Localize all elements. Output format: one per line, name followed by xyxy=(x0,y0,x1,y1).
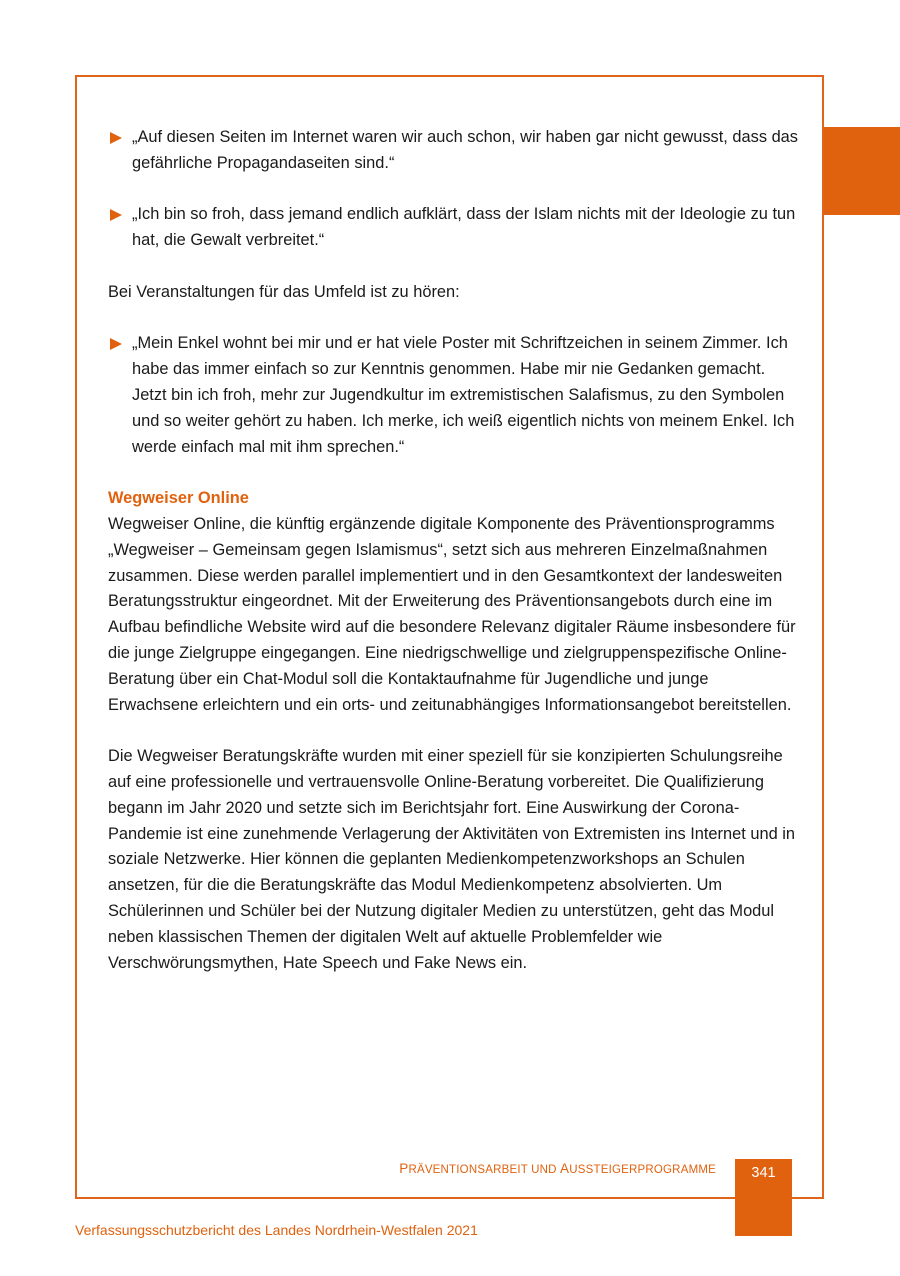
triangle-bullet-icon xyxy=(110,132,122,144)
triangle-bullet-icon xyxy=(110,338,122,350)
body-paragraph: Wegweiser Online, die künftig ergänzende digitale Komponente des Präventionsprogramms „Wegweiser – Gemeinsam gegen Islamismus“, setzt sich aus mehreren Einzelmaßnahmen zusammen. Diese werden parallel implementiert und in den Gesamtkontext der landesweiten Beratungsstruktur eingeordnet. Mit der Erweiterung des Präventionsangebots durch eine im Aufbau befindliche Website wird auf die besondere Relevanz digitaler Räume insbesondere für die junge Zielgruppe eingegangen. Eine niedrigschwellige und zielgruppenspezifische Online-Beratung über ein Chat-Modul soll die Kontaktaufnahme für Jugendliche und junge Erwachsene erleichtern und ein orts- und zeitunabhängiges Informationsangebot bereitstellen. xyxy=(108,514,796,714)
chapter-tab xyxy=(824,127,900,215)
page-number-box xyxy=(735,1159,792,1236)
quote-text: „Mein Enkel wohnt bei mir und er hat viele Poster mit Schriftzeichen in seinem Zimmer. Ich habe das immer einfach so zur Kenntnis genommen. Habe mir nie Gedanken gemacht. Jetzt bin ich froh, mehr zur Jugendkultur im extremistischen Salafismus, zu den Symbolen und so weiter gehört zu haben. Ich merke, ich weiß eigentlich nichts von meinem Enkel. Ich werde einfach mal mit ihm sprechen.“ xyxy=(132,334,795,456)
page-content xyxy=(108,125,798,1002)
umfeld-intro: Bei Veranstaltungen für das Umfeld ist zu hören: xyxy=(108,282,460,301)
quote-text: „Ich bin so froh, dass jemand endlich aufklärt, dass der Islam nichts mit der Ideologie zu tun hat, die Gewalt verbreitet.“ xyxy=(132,205,796,250)
quote-bullet xyxy=(108,202,798,254)
chapter-title-rest: USSTEIGERPROGRAMME xyxy=(569,1164,716,1176)
report-title: Verfassungsschutzbericht des Landes Nordrhein-Westfalen 2021 xyxy=(75,1222,478,1238)
chapter-title-initial: P xyxy=(399,1161,409,1176)
chapter-title xyxy=(399,1161,716,1176)
body-paragraph: Die Wegweiser Beratungskräfte wurden mit einer speziell für sie konzipierten Schulungsreihe auf eine professionelle und vertrauensvolle Online-Beratung vorbereitet. Die Qualifizierung begann im Jahr 2020 und setzte sich im Berichtsjahr fort. Eine Auswirkung der Corona-Pandemie ist eine zunehmende Verlagerung der Aktivitäten von Extremisten ins Internet und in soziale Netzwerke. Hier können die geplanten Medienkompetenzworkshops an Schulen ansetzen, für die die Beratungskräfte das Modul Medienkompetenz absolvierten. Um Schülerinnen und Schüler bei der Nutzung digitaler Medien zu unterstützen, geht das Modul neben klassischen Themen der digitalen Welt auf aktuelle Problemfelder wie Verschwörungsmythen, Hate Speech und Fake News ein. xyxy=(108,747,795,972)
triangle-bullet-icon xyxy=(110,209,122,221)
quote-bullet xyxy=(108,331,798,460)
chapter-title-initial: A xyxy=(560,1161,570,1176)
quote-text: „Auf diesen Seiten im Internet waren wir auch schon, wir haben gar nicht gewusst, dass das gefährliche Propagandaseiten sind.“ xyxy=(132,128,798,172)
page-number: 341 xyxy=(751,1165,776,1181)
section-heading: Wegweiser Online xyxy=(108,489,249,508)
chapter-title-rest: RÄVENTIONSARBEIT UND xyxy=(408,1164,561,1176)
quote-bullet xyxy=(108,125,798,177)
